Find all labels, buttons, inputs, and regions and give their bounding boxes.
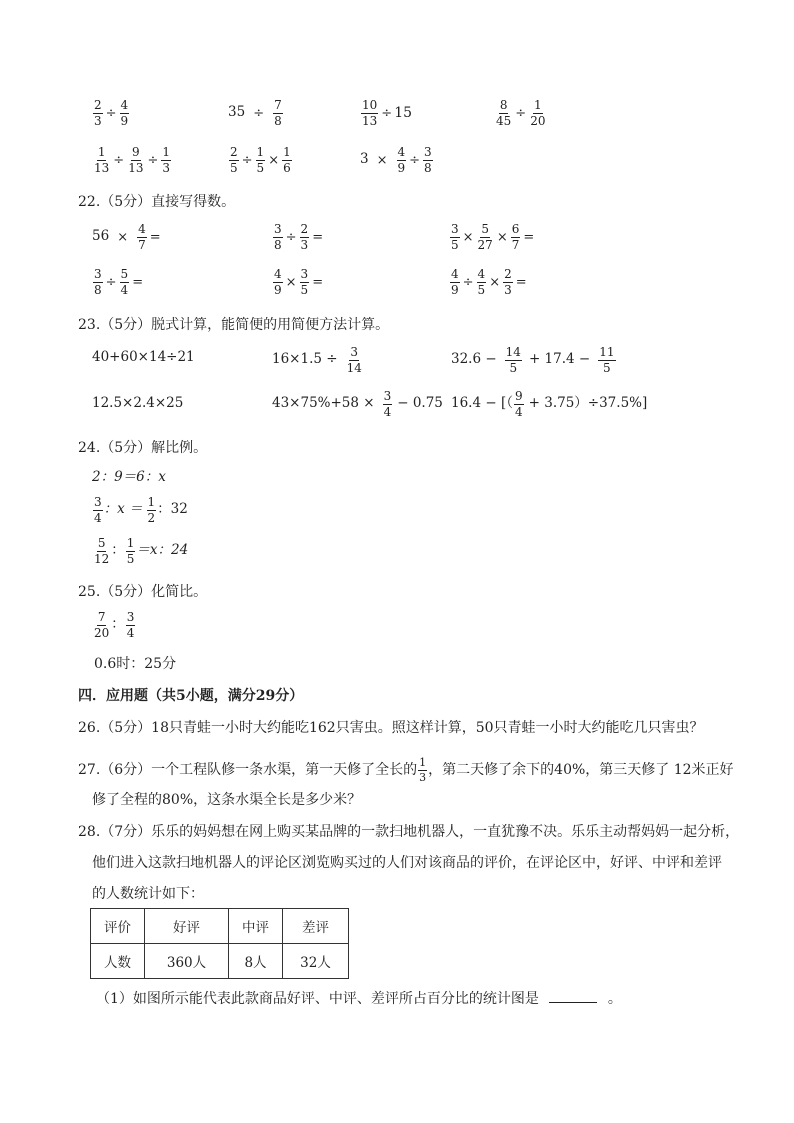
expr-q22-3 [449, 223, 536, 251]
fraction [120, 99, 130, 127]
denominator: 3 [162, 160, 171, 175]
operand: 16×1.5 ÷ [272, 351, 338, 368]
numerator: 7 [274, 98, 282, 112]
fraction [282, 146, 292, 174]
expr-q22-5 [272, 268, 325, 296]
table-cell: 32人 [283, 944, 349, 979]
operator: × [376, 152, 388, 168]
numerator: 9 [132, 145, 140, 159]
fraction [127, 146, 144, 174]
numerator: 3 [126, 610, 135, 624]
equals-sign: = [523, 229, 535, 245]
fraction [147, 496, 157, 524]
denominator: 8 [94, 282, 102, 297]
expr-q23-1: 40+60×14÷21 [92, 349, 195, 365]
operator: ÷ [462, 274, 474, 290]
fraction [120, 268, 130, 296]
fraction [503, 268, 513, 296]
numerator: 3 [424, 145, 432, 159]
expr-r1c3 [360, 99, 412, 127]
fraction [93, 611, 110, 639]
denominator: 14 [346, 360, 362, 375]
denominator: 9 [397, 160, 406, 175]
expr-q23-5 [272, 390, 443, 418]
operand: ： [111, 616, 125, 633]
proportion-2 [92, 496, 188, 524]
denominator: 4 [514, 404, 523, 419]
numerator: 10 [362, 98, 378, 112]
equals-sign: = [312, 274, 324, 290]
operator: ÷ [515, 105, 527, 121]
fraction [450, 268, 460, 296]
numerator: 3 [274, 222, 282, 236]
fraction [273, 268, 283, 296]
fraction [93, 268, 103, 296]
expr-r1c2 [228, 99, 284, 127]
numerator: 5 [481, 222, 489, 236]
denominator: 6 [283, 160, 291, 175]
numerator: 1 [97, 145, 106, 159]
expr-q23-3 [451, 346, 617, 374]
numerator: 4 [120, 98, 129, 112]
numerator: 3 [94, 267, 102, 281]
fraction [300, 223, 310, 251]
proportion-3 [92, 537, 188, 565]
denominator: 5 [603, 360, 611, 375]
numerator: 1 [147, 495, 156, 509]
numerator: 4 [451, 267, 459, 281]
denominator: 4 [383, 404, 392, 419]
numerator: 2 [230, 145, 238, 159]
question-28-line-3: 的人数统计如下： [92, 886, 204, 902]
operand: 16.4 − [（ [451, 395, 513, 412]
denominator: 5 [230, 160, 238, 175]
denominator: 5 [300, 282, 309, 297]
operator: ÷ [113, 152, 125, 168]
fraction [137, 223, 147, 251]
denominator: 9 [451, 282, 459, 297]
question-27-text: 27.（6分）一个工程队修一条水渠，第一天修了全长的 [78, 762, 418, 779]
question-27-line-2: 修了全程的80%，这条水渠全长是多少米？ [92, 792, 362, 808]
fraction [229, 146, 239, 174]
question-23-title: 23.（5分）脱式计算，能简便的用简便方法计算。 [78, 317, 390, 333]
question-28-line-2: 他们进入这款扫地机器人的评论区浏览购买过的人们对该商品的评价，在评论区中，好评、中评和差评 [92, 855, 722, 871]
denominator: 9 [120, 113, 129, 128]
fraction [93, 537, 110, 565]
fraction [93, 496, 103, 524]
denominator: 9 [274, 282, 282, 297]
question-22-title: 22.（5分）直接写得数。 [78, 194, 236, 210]
expr-q22-6 [449, 268, 529, 296]
operator: ÷ [285, 229, 297, 245]
fraction [256, 146, 266, 174]
numerator: 2 [300, 222, 309, 236]
denominator: 45 [496, 113, 512, 128]
fraction [511, 223, 521, 251]
denominator: 5 [451, 237, 459, 252]
numerator: 7 [97, 610, 106, 624]
question-28-line-1: 28.（7分）乐乐的妈妈想在网上购买某品牌的一款扫地机器人，一直犹豫不决。乐乐主动帮妈妈一起分析， [78, 824, 740, 840]
table-cell: 人数 [91, 944, 145, 979]
denominator: 8 [424, 160, 432, 175]
fraction [598, 346, 615, 374]
denominator: 7 [138, 237, 146, 252]
fraction [93, 146, 110, 174]
question-25-title: 25.（5分）化简比。 [78, 584, 208, 600]
operator: ÷ [105, 274, 117, 290]
fraction [495, 99, 512, 127]
operator: ÷ [253, 105, 265, 121]
fraction [93, 99, 103, 127]
fraction [161, 146, 171, 174]
ratio-2: 0.6时：25分 [94, 656, 177, 672]
equals-sign: = [149, 229, 161, 245]
fraction [346, 346, 363, 374]
fraction [397, 146, 407, 174]
denominator: 27 [477, 237, 493, 252]
operand: 32.6 − [451, 351, 497, 368]
denominator: 3 [94, 113, 102, 128]
denominator: 20 [530, 113, 546, 128]
numerator: 4 [397, 145, 406, 159]
denominator: 5 [126, 551, 135, 566]
table-header-cell: 评价 [91, 909, 145, 944]
denominator: 4 [94, 510, 102, 525]
equals-sign: = [312, 229, 324, 245]
ratio-1 [92, 611, 136, 639]
question-24-title: 24.（5分）解比例。 [78, 440, 208, 456]
question-28-sub-1 [96, 990, 622, 1006]
expr-r1c1 [92, 99, 130, 127]
operator: × [462, 229, 474, 245]
question-26: 26.（5分）18只青蛙一小时大约能吃162只害虫。照这样计算，50只青蛙一小时大约能吃几只害虫？ [78, 720, 704, 736]
numerator: 2 [94, 98, 102, 112]
numerator: 3 [350, 345, 359, 359]
numerator: 1 [283, 145, 291, 159]
denominator: 13 [362, 113, 378, 128]
section-4-heading: 四．应用题（共5小题，满分29分） [78, 688, 304, 704]
denominator: 20 [94, 625, 110, 640]
question-27-line-1 [78, 757, 734, 783]
proportion-1: 2：9＝6：x [92, 469, 166, 485]
table-header-cell: 差评 [283, 909, 349, 944]
operand: 15 [394, 105, 413, 122]
denominator: 5 [256, 160, 265, 175]
numerator: 4 [138, 222, 146, 236]
numerator: 3 [300, 267, 309, 281]
fraction [477, 268, 487, 296]
numerator: 2 [504, 267, 512, 281]
operand: + 3.75）÷37.5%] [528, 395, 648, 412]
expr-q23-6 [451, 390, 647, 418]
fraction [477, 223, 494, 251]
numerator: 4 [477, 267, 486, 281]
operand: 56 [92, 228, 110, 245]
expr-r2c3 [360, 146, 434, 174]
fraction [361, 99, 378, 127]
numerator: 5 [97, 536, 106, 550]
operator: × [268, 152, 280, 168]
table-header-cell: 好评 [145, 909, 229, 944]
numerator: 1 [126, 536, 135, 550]
expr-r2c2 [228, 146, 293, 174]
fraction [383, 390, 393, 418]
numerator: 3 [383, 389, 392, 403]
table-header-cell: 中评 [229, 909, 283, 944]
question-27-text: ，第二天修了余下的40%，第三天修了 12米正好 [428, 762, 734, 779]
table-cell: 8人 [229, 944, 283, 979]
fraction [450, 223, 460, 251]
numerator: 4 [274, 267, 282, 281]
denominator: 3 [300, 237, 309, 252]
expr-q22-4 [92, 268, 145, 296]
denominator: 13 [128, 160, 144, 175]
numerator: 1 [162, 145, 171, 159]
operator: × [489, 274, 501, 290]
operator: × [285, 274, 297, 290]
operand: ：x ＝ [103, 501, 143, 518]
numerator: 6 [511, 222, 520, 236]
table-row [91, 909, 349, 944]
question-28-sub-1-text: （1）如图所示能代表此款商品好评、中评、差评所占百分比的统计图是 [96, 991, 539, 1007]
numerator: 1 [534, 98, 542, 112]
equals-sign: = [132, 274, 144, 290]
operand: 43×75%+58 × [272, 395, 375, 412]
operand: 3 [360, 151, 369, 168]
fraction [126, 537, 136, 565]
fraction [273, 223, 283, 251]
numerator: 14 [505, 345, 521, 359]
denominator: 13 [94, 160, 110, 175]
denominator: 5 [477, 282, 486, 297]
operator: ÷ [381, 105, 393, 121]
numerator: 1 [256, 145, 265, 159]
operand: ： [111, 542, 125, 559]
expr-q23-4: 12.5×2.4×25 [92, 395, 184, 411]
expr-r2c1 [92, 146, 172, 174]
denominator: 7 [511, 237, 520, 252]
numerator: 9 [514, 389, 523, 403]
operand: ：32 [157, 501, 188, 518]
numerator: 3 [94, 495, 102, 509]
operator: × [117, 229, 129, 245]
fraction [126, 611, 136, 639]
question-28-sub-1-end: 。 [607, 991, 622, 1007]
operator: ÷ [147, 152, 159, 168]
operand: − 0.75 [397, 395, 443, 412]
fraction [423, 146, 433, 174]
denominator: 4 [120, 282, 129, 297]
operator: ÷ [241, 152, 253, 168]
numerator: 3 [451, 222, 459, 236]
numerator: 11 [599, 345, 615, 359]
numerator: 8 [499, 98, 508, 112]
table-row [91, 944, 349, 979]
operator: ÷ [409, 152, 421, 168]
fraction [529, 99, 546, 127]
fraction [514, 390, 524, 418]
expr-q23-2 [272, 346, 364, 374]
denominator: 2 [147, 510, 156, 525]
expr-q22-1 [92, 223, 163, 251]
equals-sign: = [515, 274, 527, 290]
rating-table [90, 908, 349, 979]
denominator: 8 [274, 113, 282, 128]
denominator: 3 [504, 282, 512, 297]
operand: 35 [228, 104, 246, 121]
operand: ＝x：24 [136, 542, 189, 559]
answer-blank[interactable] [549, 990, 597, 1003]
expr-r1c4 [494, 99, 547, 127]
fraction [418, 757, 427, 783]
denominator: 8 [274, 237, 282, 252]
operator: × [496, 229, 508, 245]
operand: + 17.4 − [528, 351, 591, 368]
fraction [300, 268, 310, 296]
denominator: 4 [126, 625, 135, 640]
fraction [505, 346, 522, 374]
table-cell: 360人 [145, 944, 229, 979]
denominator: 5 [509, 360, 518, 375]
expr-q22-2 [272, 223, 325, 251]
operator: ÷ [105, 105, 117, 121]
numerator: 1 [419, 756, 427, 769]
denominator: 3 [419, 770, 427, 784]
fraction [273, 99, 283, 127]
denominator: 12 [94, 551, 110, 566]
numerator: 5 [120, 267, 129, 281]
